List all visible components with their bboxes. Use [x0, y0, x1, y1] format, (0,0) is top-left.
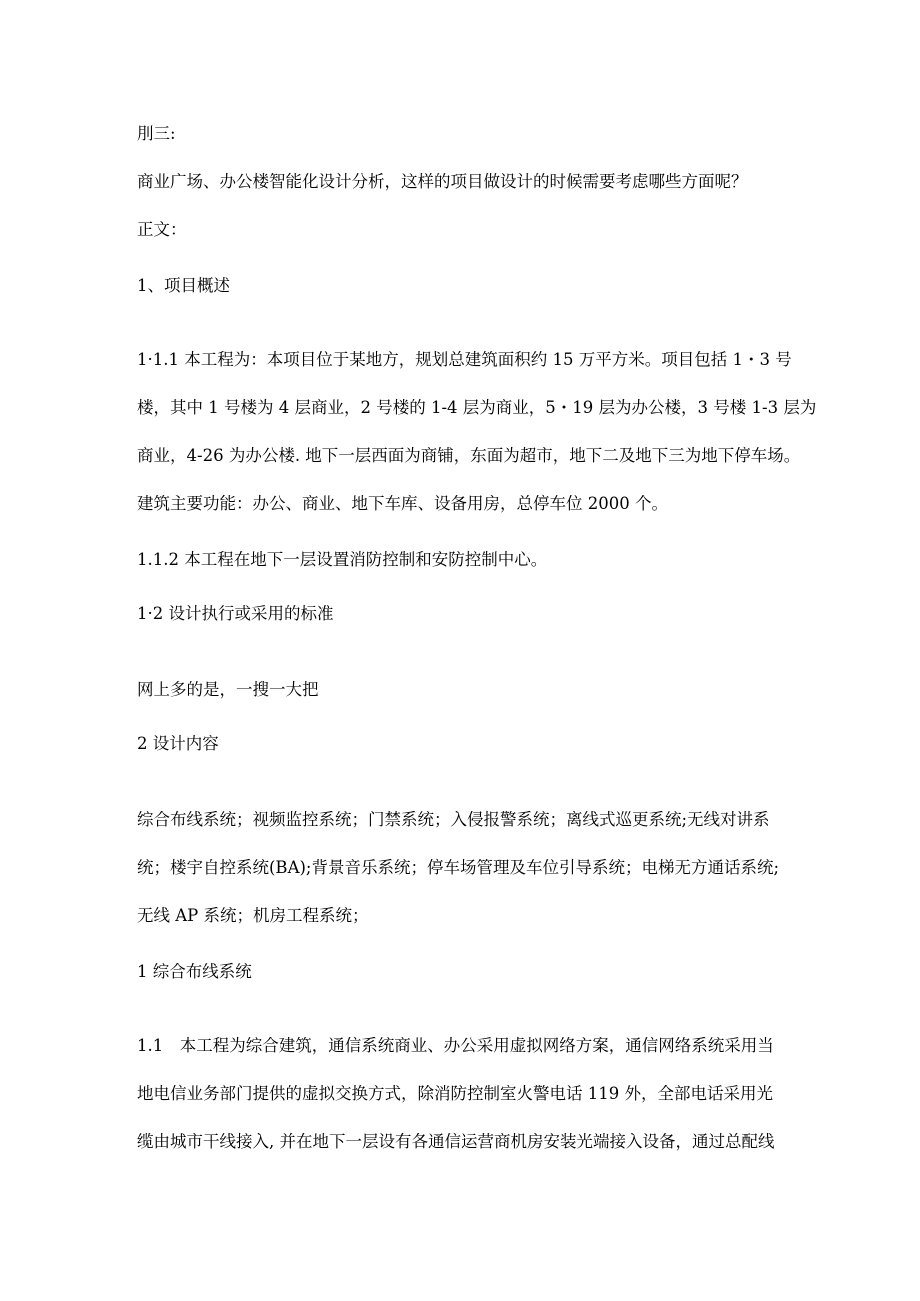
paragraph-line: 1·1.1 本工程为：本项目位于某地方，规划总建筑面积约 15 万平方米。项目包括 1・3 号 [137, 350, 792, 369]
paragraph-line: 商业，4-26 为办公楼. 地下一层西面为商铺，东面为超市，地下二及地下三为地下停车场。 [137, 446, 801, 465]
section-heading-project-overview: 1、项目概述 [137, 276, 230, 295]
paragraph-line: 综合布线系统；视频监控系统；门禁系统；入侵报警系统；离线式巡更系统;无线对讲系 [137, 810, 770, 829]
subsection-heading-standards: 1·2 设计执行或采用的标准 [137, 604, 334, 623]
paragraph-line: 地电信业务部门提供的虚拟交换方式，除消防控制室火警电话 119 外，全部电话采用光 [137, 1084, 773, 1103]
paragraph-line: 无线 AP 系统；机房工程系统； [137, 906, 369, 925]
paragraph-line: 网上多的是，一搜一大把 [137, 680, 319, 699]
paragraph-line: 楼，其中 1 号楼为 4 层商业，2 号楼的 1-4 层为商业，5・19 层为办公楼，3 号楼 1-3 层为 [137, 398, 817, 417]
preface-heading: 刖三: [137, 124, 176, 143]
paragraph-line: 缆由城市干线接入, 并在地下一层设有各通信运营商机房安装光端接入设备，通过总配线 [137, 1132, 775, 1151]
body-heading: 正文： [137, 220, 187, 239]
section-heading-cabling: 1 综合布线系统 [137, 962, 252, 981]
document-title: 商业广场、办公楼智能化设计分析，这样的项目做设计的时候需要考虑哪些方面呢？ [137, 172, 748, 191]
paragraph-line: 统；楼宇自控系统(BA);背景音乐系统；停车场管理及车位引导系统；电梯无方通话系统; [137, 858, 780, 877]
paragraph-line: 1.1 本工程为综合建筑，通信系统商业、办公采用虚拟网络方案，通信网络系统采用当 [137, 1036, 774, 1055]
section-heading-design-content: 2 设计内容 [137, 734, 219, 753]
paragraph-line: 1.1.2 本工程在地下一层设置消防控制和安防控制中心。 [137, 550, 548, 569]
paragraph-line: 建筑主要功能：办公、商业、地下车库、设备用房，总停车位 2000 个。 [137, 494, 668, 513]
